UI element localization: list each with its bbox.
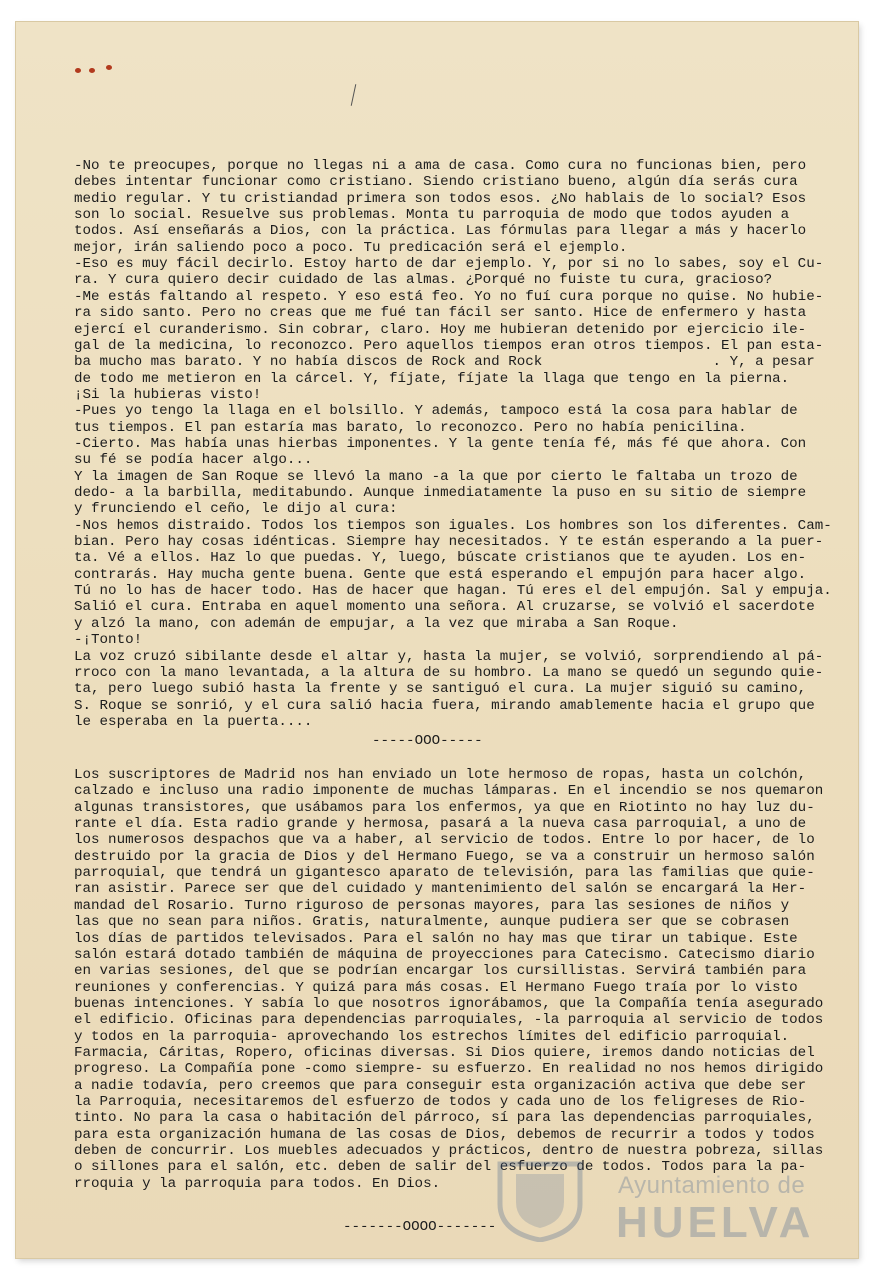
text-line: bian. Pero hay cosas idénticas. Siempre hay necesitados. Y te están esperando a la puer- <box>74 534 824 551</box>
text-line: a nadie todavía, pero creemos que para conseguir esta organización activa que debe ser <box>74 1077 807 1094</box>
text-line: los días de partidos televisados. Para el salón no hay mas que tirar un tabique. Este <box>74 930 798 947</box>
text-line: ta. Vé a ellos. Haz lo que puedas. Y, luego, búscate cristianos que te ayuden. Los en- <box>74 550 807 567</box>
text-line: gal de la medicina, lo reconozco. Pero aquellos tiempos eran otros tiempos. El pan esta- <box>74 337 824 354</box>
text-line: ra. Y cura quiero decir cuidado de las almas. ¿Porqué no fuiste tu cura, gracioso? <box>74 272 773 289</box>
text-line: contrarás. Hay mucha gente buena. Gente que está esperando el empujón para hacer algo. <box>74 566 807 583</box>
text-line: le esperaba en la puerta.... <box>74 713 313 730</box>
archive-watermark <box>490 1150 820 1250</box>
text-line: Y la imagen de San Roque se llevó la mano -a la que por cierto le faltaba un trozo de <box>74 468 798 485</box>
text-line: tus tiempos. El pan estaría mas barato, lo reconozco. Pero no había penicilina. <box>74 419 747 436</box>
text-line: progreso. La Compañía pone -como siempre- su esfuerzo. En realidad no nos hemos dirigido <box>74 1061 824 1078</box>
text-line: -No te preocupes, porque no llegas ni a ama de casa. Como cura no funcionas bien, pero <box>74 158 807 174</box>
text-line: La voz cruzó sibilante desde el altar y, hasta la mujer, se volvió, sorprendiendo al pá- <box>74 648 824 665</box>
text-line: rroquia y la parroquia para todos. En Dios. <box>74 1175 441 1192</box>
text-line: Farmacia, Cáritas, Ropero, oficinas diversas. Si Dios quiere, iremos dando noticias del <box>74 1044 815 1061</box>
text-line: Tú no lo has de hacer todo. Has de hacer que hagan. Tú eres el del empujón. Sal y empuja. <box>74 583 832 600</box>
text-line: -------OOOO------- <box>343 1219 497 1235</box>
text-line: rroco con la mano levantada, a la altura de su hombro. La mano se quedó un segundo quie- <box>74 664 824 681</box>
text-line: -Me estás faltando al respeto. Y eso está feo. Yo no fuí cura porque no quise. No hubie- <box>74 288 824 305</box>
text-line: reuniones y conferencias. Y quizá para más cosas. El Hermano Fuego traía por lo visto <box>74 979 798 996</box>
text-line: calzado e incluso una radio imponente de muchas lámparas. En el incendio se nos quemaron <box>74 783 824 800</box>
watermark-line2: HUELVA <box>616 1198 815 1247</box>
text-line: su fé se podía hacer algo... <box>74 452 313 469</box>
text-line: dedo- a la barbilla, meditabundo. Aunque inmediatamente la puso en su sitio de siempre <box>74 485 807 501</box>
text-line: la Parroquia, necesitaremos del esfuerzo de todos y cada uno de los feligreses de Rio- <box>74 1094 807 1110</box>
text-line: mejor, irán saliendo poco a poco. Tu predicación será el ejemplo. <box>74 239 628 256</box>
text-line: ¡Si la hubieras visto! <box>74 386 262 403</box>
text-line: -Nos hemos distraido. Todos los tiempos son iguales. Los hombres son los diferentes. Cam- <box>74 517 832 534</box>
text-line: son lo social. Resuelve sus problemas. Monta tu parroquia de modo que todos ayuden a <box>74 207 790 224</box>
text-line: ta, pero luego subió hasta la frente y se santiguó el cura. La mujer siguió su camino, <box>74 681 807 698</box>
text-line: ba mucho mas barato. Y no había discos de Rock and Rock . Y, a pesar <box>74 354 815 371</box>
text-line: y todos en la parroquia- aprovechando los estrechos límites del edificio parroquial. <box>74 1028 790 1045</box>
text-line: -Cierto. Mas había unas hierbas imponentes. Y la gente tenía fé, más fé que ahora. Con <box>74 435 807 452</box>
text-line: destruido por la gracia de Dios y del Hermano Fuego, se va a construir un hermoso salón <box>74 848 815 865</box>
watermark-line1: Ayuntamiento de <box>618 1172 806 1199</box>
text-line: ra sido santo. Pero no creas que me fué tan fácil ser santo. Hice de enfermero y hasta <box>74 305 807 322</box>
text-line: los numerosos despachos que va a haber, al servicio de todos. Entre lo por hacer, de lo <box>74 832 815 849</box>
text-line: -Pues yo tengo la llaga en el bolsillo. Y además, tampoco está la cosa para hablar de <box>74 403 798 420</box>
text-line: todos. Así enseñarás a Dios, con la práctica. Las fórmulas para llegar a más y hacerlo <box>74 223 807 240</box>
text-line: mandad del Rosario. Turno riguroso de personas mayores, para las sesiones de niños y <box>74 897 790 914</box>
text-line: salón estará dotado también de máquina de proyecciones para Catecismo. Catecismo diario <box>74 946 815 963</box>
text-line: -----OOO----- <box>372 733 483 749</box>
city-shield-icon <box>490 1156 590 1242</box>
text-line: S. Roque se sonrió, y el cura salió hacia fuera, mirando amablemente hacia el grupo que <box>74 697 815 714</box>
text-line: Los suscriptores de Madrid nos han enviado un lote hermoso de ropas, hasta un colchón, <box>74 767 807 783</box>
text-line: deben de concurrir. Los muebles adecuados y prácticos, dentro de nuestra pobreza, sillas <box>74 1143 824 1160</box>
text-line: y frunciendo el ceño, le dijo al cura: <box>74 501 398 518</box>
text-line: -Eso es muy fácil decirlo. Estoy harto de dar ejemplo. Y, por si no lo sabes, soy el Cu- <box>74 256 824 273</box>
text-line: Salió el cura. Entraba en aquel momento una señora. Al cruzarse, se volvió el sacerdote <box>74 599 815 616</box>
text-line: para esta organización humana de las cosas de Dios, debemos de recurrir a todos y todos <box>74 1126 815 1143</box>
text-line: medio regular. Y tu cristiandad primera son todos esos. ¿No hablais de lo social? Esos <box>74 190 807 207</box>
text-line: las que no sean para niños. Gratis, naturalmente, aunque pudiera ser que se cobrasen <box>74 914 790 931</box>
text-line: tinto. No para la casa o habitación del párroco, sí para las dependencias parroquiales, <box>74 1110 815 1127</box>
text-line: el edificio. Oficinas para dependencias parroquiales, -la parroquia al servicio de todos <box>74 1012 824 1029</box>
text-line: de todo me metieron en la cárcel. Y, fíjate, fíjate la llaga que tengo en la pierna. <box>74 370 790 387</box>
text-line: -¡Tonto! <box>74 632 143 649</box>
text-line: buenas intenciones. Y sabía lo que nosotros ignorábamos, que la Compañía tenía asegurado <box>74 995 824 1012</box>
text-line: algunas transistores, que usábamos para los enfermos, ya que en Riotinto no hay luz du- <box>74 799 815 816</box>
text-line: y alzó la mano, con ademán de empujar, a la vez que miraba a San Roque. <box>74 615 679 632</box>
text-line: debes intentar funcionar como cristiano. Siendo cristiano bueno, algún día serás cura <box>74 174 798 191</box>
text-line: o sillones para el salón, etc. deben de salir del esfuerzo de todos. Todos para la pa- <box>74 1159 807 1176</box>
text-line: en varias sesiones, del que se podrían encargar los cursillistas. Servirá también para <box>74 963 807 980</box>
text-line: ran asistir. Parece ser que del cuidado y mantenimiento del salón se encargará la Her- <box>74 881 807 898</box>
text-line: ejercí el curanderismo. Sin cobrar, claro. Hoy me hubieran detenido por ejercicio ile- <box>74 321 807 338</box>
text-line: parroquial, que tendrá un gigantesco aparato de televisión, para las familias que quie- <box>74 865 815 882</box>
text-line: rante el día. Esta radio grande y hermosa, pasará a la nueva casa parroquial, a uno de <box>74 816 807 833</box>
